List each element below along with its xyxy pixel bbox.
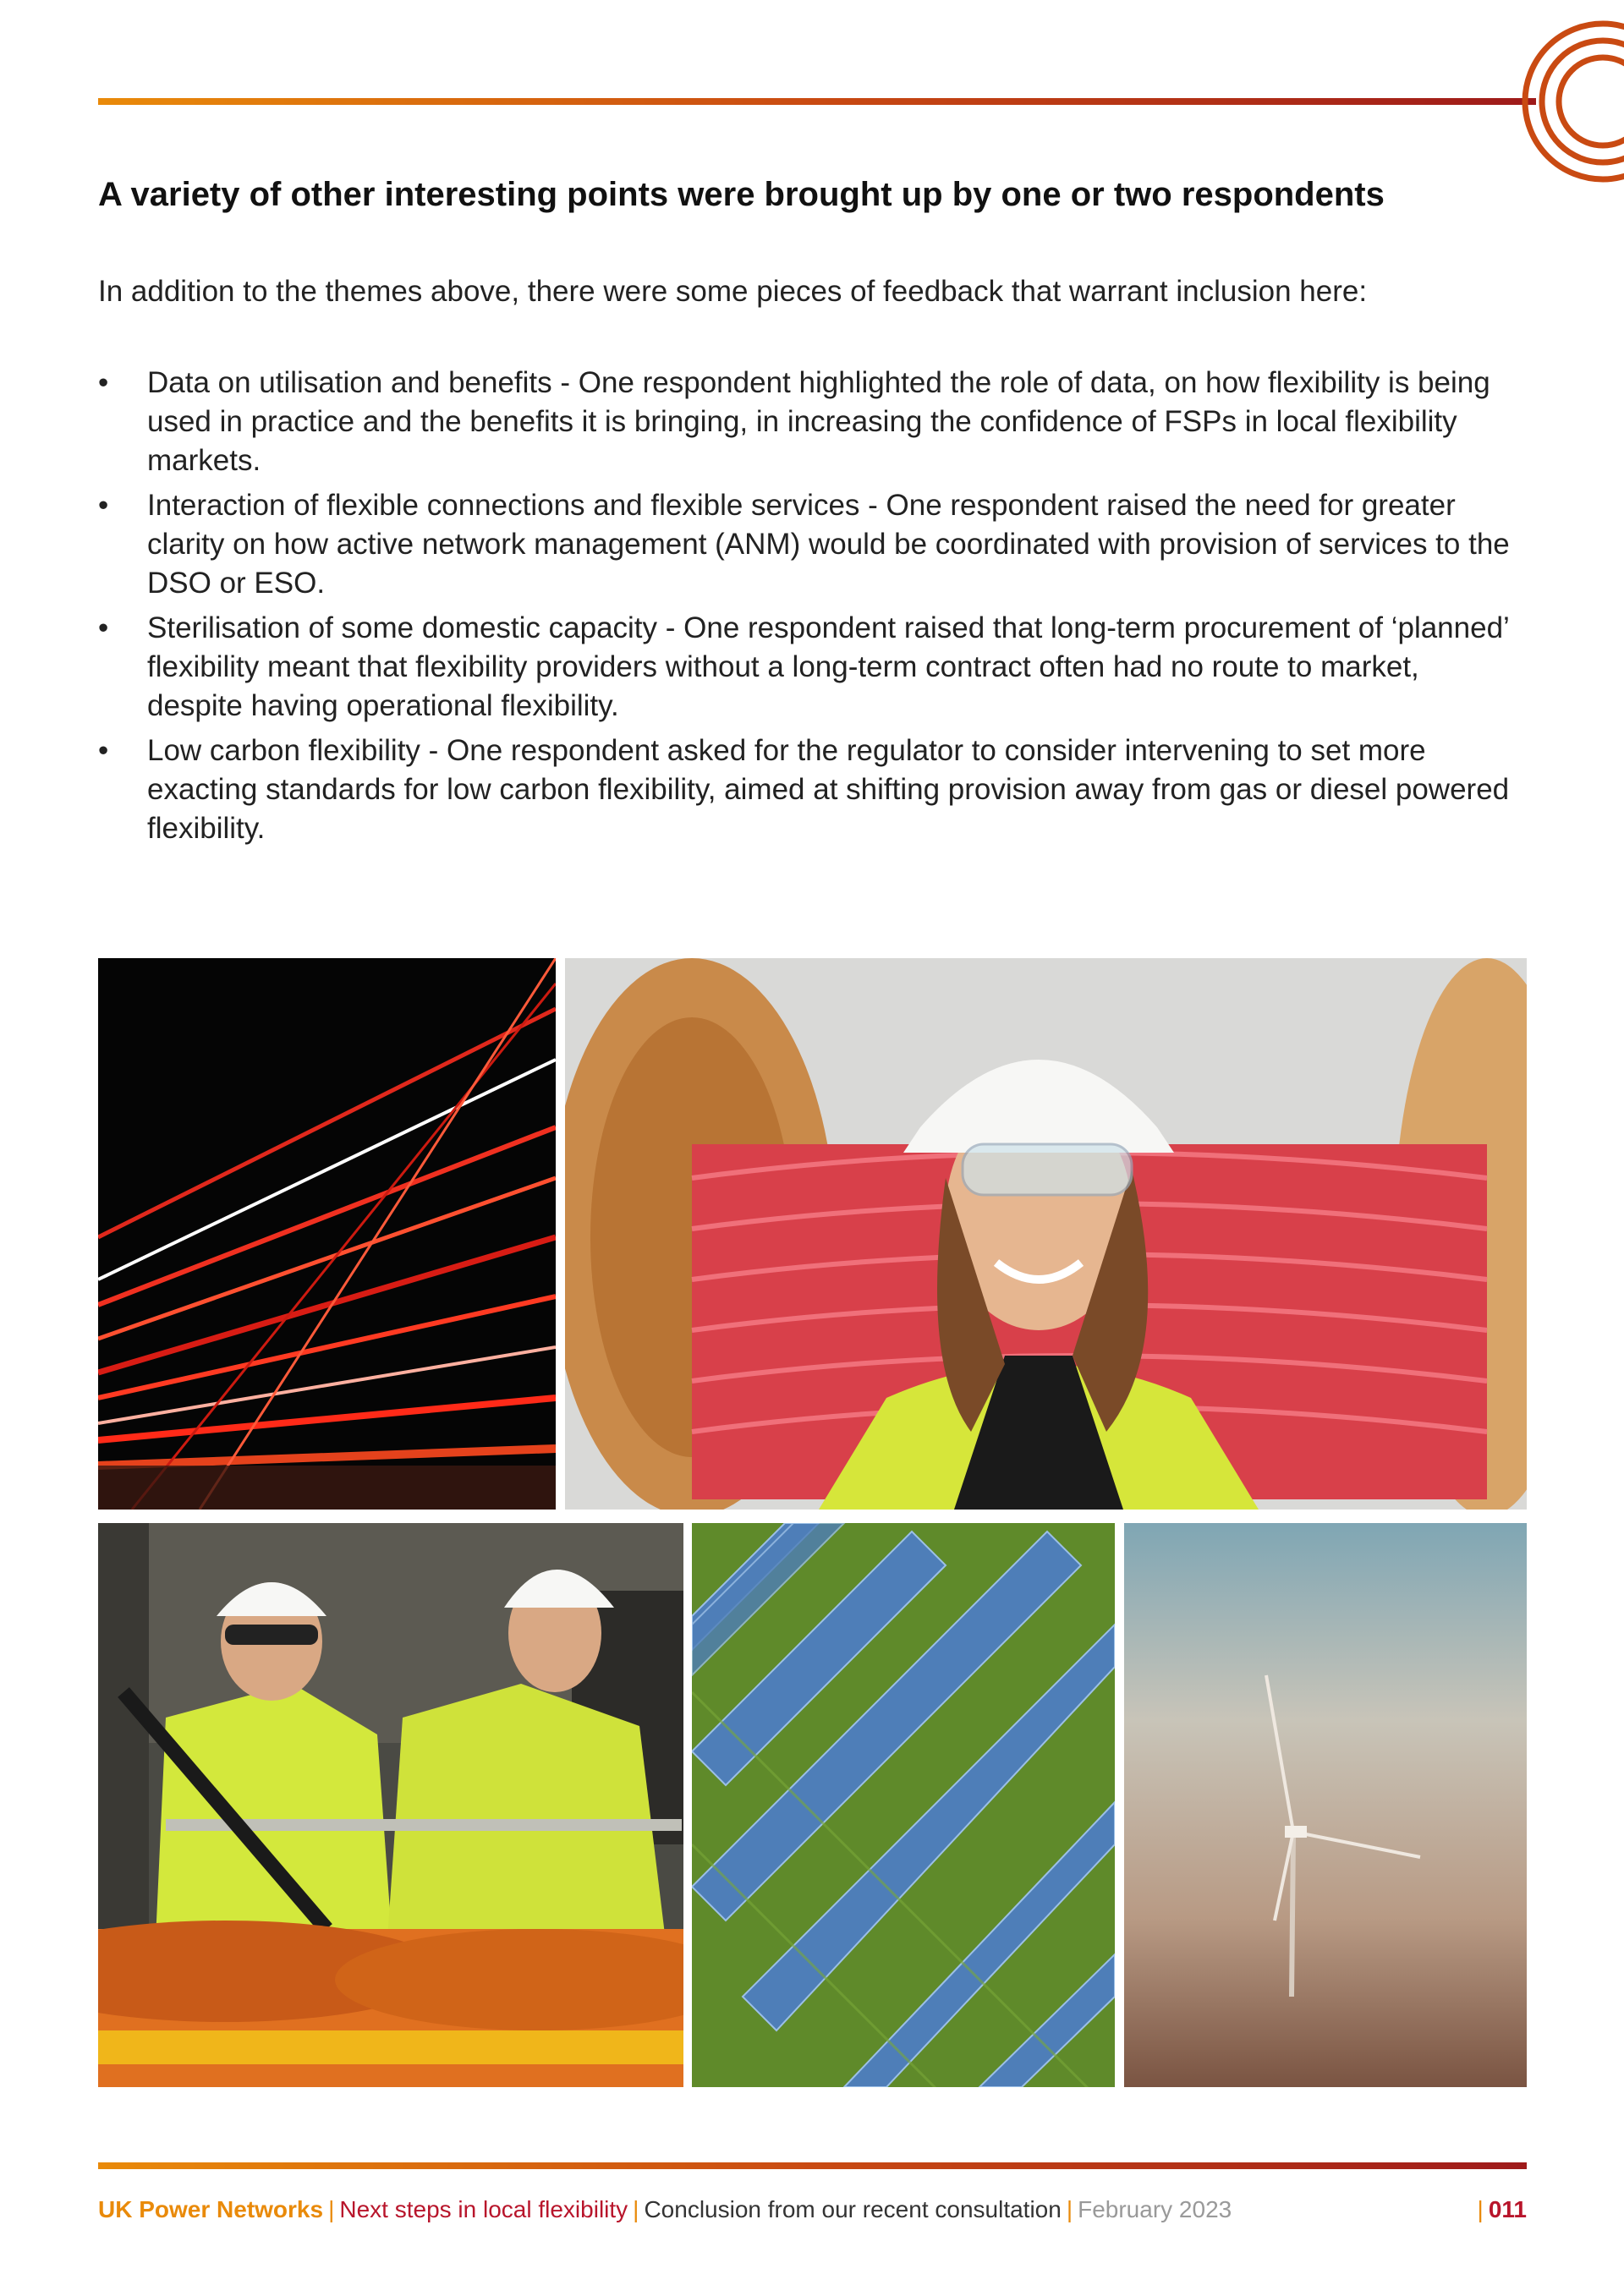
footer-rule (98, 2162, 1527, 2169)
footer-brand: UK Power Networks (98, 2196, 324, 2222)
footer-date: February 2023 (1078, 2196, 1232, 2222)
list-item: • Data on utilisation and benefits - One respondent highlighted the role of data, on how flexibility is being used in practice and the benefits it is bringing, in increasing the confidence of FSPs in local flexibility markets. (98, 364, 1511, 480)
photo-engineers-cable (98, 1523, 683, 2087)
page-number: | 011 (1477, 2196, 1527, 2222)
feedback-list (98, 364, 1511, 854)
intro-paragraph: In addition to the themes above, there were some pieces of feedback that warrant inclusion here: (98, 275, 1368, 308)
photo-engineer-cable-drum (565, 958, 1527, 1510)
list-item: • Low carbon flexibility - One respondent asked for the regulator to consider intervening to set more exacting standards for low carbon flexibility, aimed at shifting provision away from gas or diesel powered flexibility. (98, 732, 1511, 848)
photo-light-trails (98, 958, 556, 1510)
brand-rings-icon (1514, 17, 1624, 186)
bullet-icon: • (98, 489, 109, 522)
photo-wind-turbine (1124, 1523, 1527, 2087)
bullet-icon: • (98, 366, 109, 399)
footer-section-title: Conclusion from our recent consultation (644, 2196, 1062, 2222)
page-heading: A variety of other interesting points were brought up by one or two respondents (98, 176, 1385, 213)
bullet-icon: • (98, 611, 109, 644)
header-rule (98, 98, 1536, 105)
page-footer: UK Power Networks | Next steps in local flexibility | Conclusion from our recent consultation | February 2023 | 011 (98, 2193, 1527, 2227)
footer-document-title: Next steps in local flexibility (339, 2196, 628, 2222)
photo-solar-farm (692, 1523, 1115, 2087)
bullet-icon: • (98, 734, 109, 767)
list-item: • Sterilisation of some domestic capacity - One respondent raised that long-term procurement of ‘planned’ flexibility meant that flexibility providers without a long-term contract often had no route to market, despite having operational flexibility. (98, 609, 1511, 726)
list-item: • Interaction of flexible connections and flexible services - One respondent raised the need for greater clarity on how active network management (ANM) would be coordinated with provision of services to the DSO or ESO. (98, 486, 1511, 603)
